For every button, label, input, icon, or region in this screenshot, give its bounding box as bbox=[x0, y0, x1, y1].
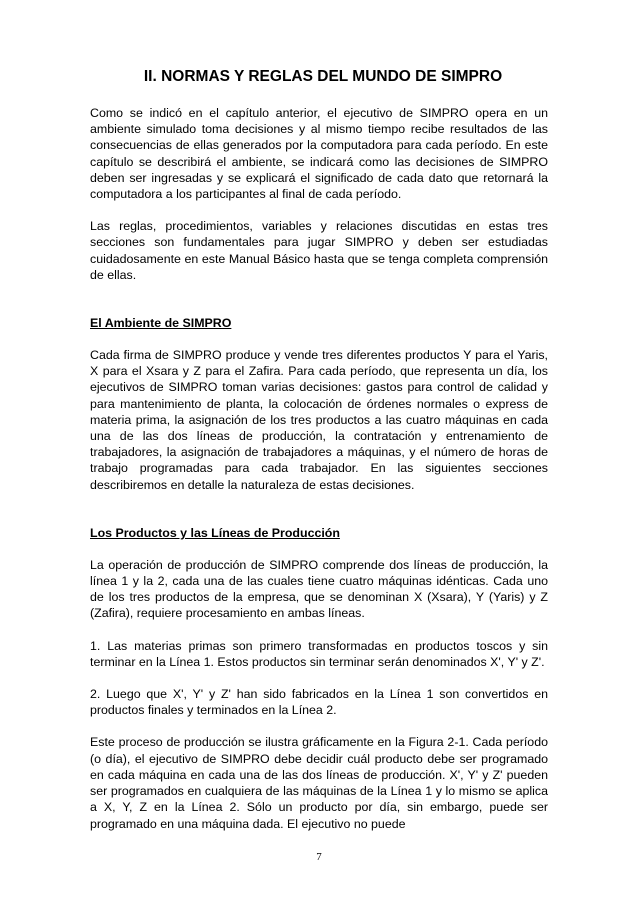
page-number: 7 bbox=[316, 851, 322, 863]
ambiente-paragraph-1: Cada firma de SIMPRO produce y vende tres diferentes productos Y para el Yaris, X para el Xsara y Z para el Zafira. Para cada período, que representa un día, los ejecutivos de SIMPRO toman varias decisiones: gastos para control de calidad y para mantenimiento de planta, la colocación de órdenes normales o express de materia prima, la asignación de los tres productos a las cuatro máquinas en cada una de las dos líneas de producción, la contratación y entrenamiento de trabajadores, la asignación de trabajadores a máquinas, y el número de horas de trabajo programadas para cada trabajador. En las siguientes secciones describiremos en detalle la naturaleza de estas decisiones. bbox=[90, 348, 548, 492]
productos-paragraph-3: 2. Luego que X', Y' y Z' han sido fabricados en la Línea 1 son convertidos en productos finales y terminados en la Línea 2. bbox=[90, 687, 548, 718]
section-heading-productos: Los Productos y las Líneas de Producción bbox=[90, 525, 340, 540]
document-page bbox=[90, 68, 548, 848]
intro-paragraph-1: Como se indicó en el capítulo anterior, el ejecutivo de SIMPRO opera en un ambiente simulado toma decisiones y al mismo tiempo recibe resultados de las consecuencias de ellas generados por la computadora para cada período. En este capítulo se describirá el ambiente, se indicará como las decisiones de SIMPRO deben ser ingresadas y se explicará el significado de cada dato que retornará la computadora a los participantes al final de cada período. bbox=[90, 106, 548, 202]
productos-paragraph-2: 1. Las materias primas son primero transformadas en productos toscos y sin terminar en la Línea 1. Estos productos sin terminar serán denominados X', Y' y Z'. bbox=[90, 638, 548, 669]
intro-paragraph-2: Las reglas, procedimientos, variables y relaciones discutidas en estas tres secciones son fundamentales para jugar SIMPRO y deben ser estudiadas cuidadosamente en este Manual Básico hasta que se tenga completa comprensión de ellas. bbox=[90, 219, 548, 282]
chapter-title: II. NORMAS Y REGLAS DEL MUNDO DE SIMPRO bbox=[143, 68, 503, 85]
section-heading-ambiente: El Ambiente de SIMPRO bbox=[90, 316, 232, 331]
productos-paragraph-4: Este proceso de producción se ilustra gráficamente en la Figura 2-1. Cada período (o día), el ejecutivo de SIMPRO debe decidir cuál producto debe ser programado en cada máquina en cada una de las dos líneas de producción. X', Y' y Z' pueden ser programados en cualquiera de las máquinas de la Línea 1 y lo mismo se aplica a X, Y, Z en la Línea 2. Sólo un producto por día, sin embargo, puede ser programado en una máquina dada. El ejecutivo no puede bbox=[90, 735, 548, 831]
productos-paragraph-1: La operación de producción de SIMPRO comprende dos líneas de producción, la línea 1 y la 2, cada una de las cuales tiene cuatro máquinas idénticas. Cada uno de los tres productos de la empresa, que se denominan X (Xsara), Y (Yaris) y Z (Zafira), requiere procesamiento en ambas líneas. bbox=[90, 557, 548, 621]
